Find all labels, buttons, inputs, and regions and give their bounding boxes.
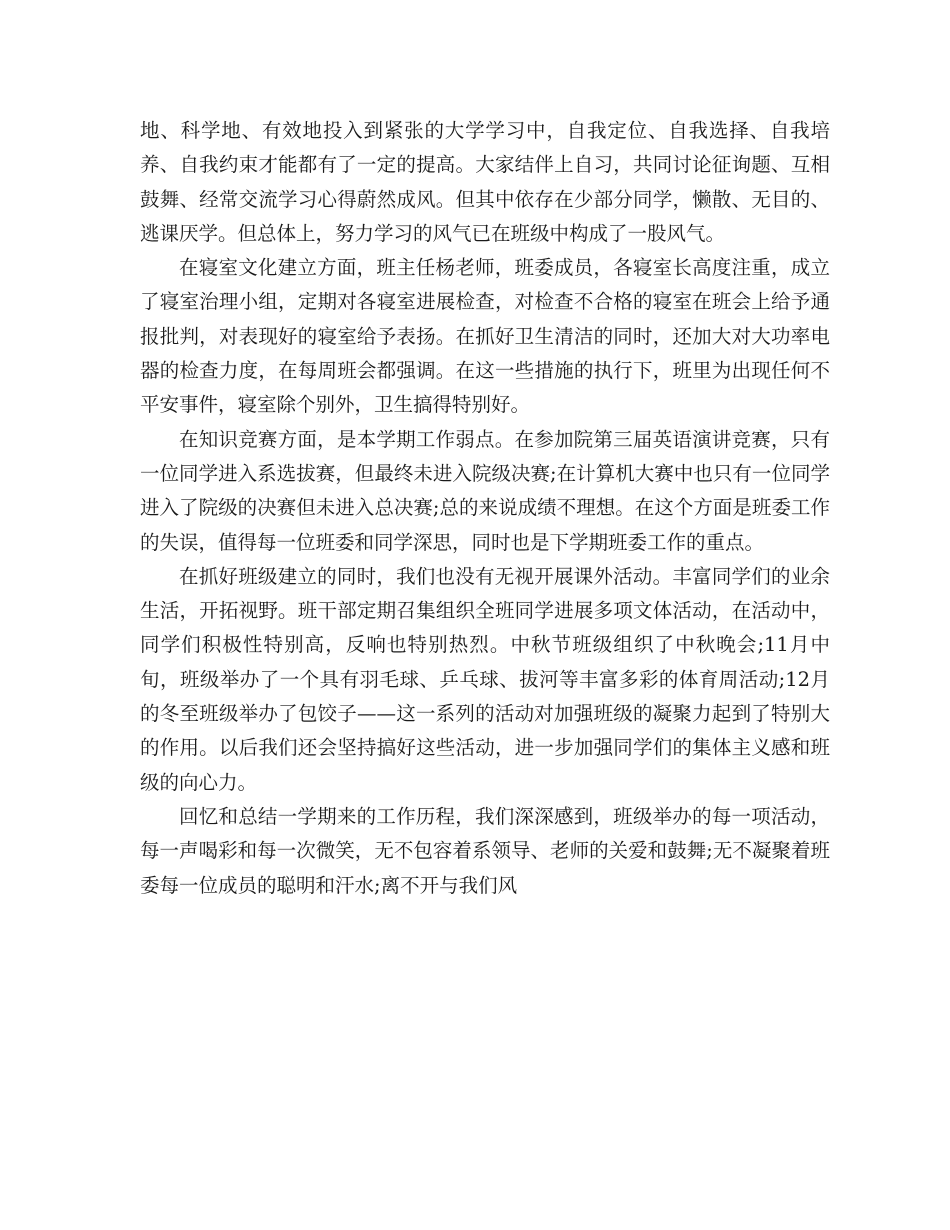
paragraph-study-atmosphere: 地、科学地、有效地投入到紧张的大学学习中，自我定位、自我选择、自我培养、自我约束才能都有了一定的提高。大家结伴上自习，共同讨论征询题、互相鼓舞、经常交流学习心得蔚然成风。但其中依存在少部分同学，懒散、无目的、逃课厌学。但总体上，努力学习的风气已在班级中构成了一股风气。 (140, 119, 830, 245)
document-body (140, 114, 830, 903)
paragraph-knowledge-competition: 在知识竞赛方面，是本学期工作弱点。在参加院第三届英语演讲竞赛，只有一位同学进入系选拔赛，但最终未进入院级决赛;在计算机大赛中也只有一位同学进入了院级的决赛但未进入总决赛;总的来说成绩不理想。在这个方面是班委工作的失误，值得每一位班委和同学深思，同时也是下学期班委工作的重点。 (140, 427, 830, 554)
paragraph-dormitory-culture: 在寝室文化建立方面，班主任杨老师，班委成员，各寝室长高度注重，成立了寝室治理小组，定期对各寝室进展检查，对检查不合格的寝室在班会上给予通报批判，对表现好的寝室给予表扬。在抓好卫生清洁的同时，还加大对大功率电器的检查力度，在每周班会都强调。在这一些措施的执行下，班里为出现任何不平安事件，寝室除个别外，卫生搞得特别好。 (140, 256, 830, 417)
paragraph-extracurricular-activities: 在抓好班级建立的同时，我们也没有无视开展课外活动。丰富同学们的业余生活，开拓视野。班干部定期召集组织全班同学进展多项文体活动，在活动中，同学们积极性特别高，反响也特别热烈。中秋节班级组织了中秋晚会;11月中旬，班级举办了一个具有羽毛球、乒乓球、拔河等丰富多彩的体育周活动;12月的冬至班级举办了包饺子——这一系列的活动对加强班级的凝聚力起到了特别大的作用。以后我们还会坚持搞好这些活动，进一步加强同学们的集体主义感和班级的向心力。 (140, 564, 830, 794)
paragraph-review-summary: 回忆和总结一学期来的工作历程，我们深深感到，班级举办的每一项活动，每一声喝彩和每一次微笑，无不包容着系领导、老师的关爱和鼓舞;无不凝聚着班委每一位成员的聪明和汗水;离不开与我们风 (140, 804, 830, 897)
